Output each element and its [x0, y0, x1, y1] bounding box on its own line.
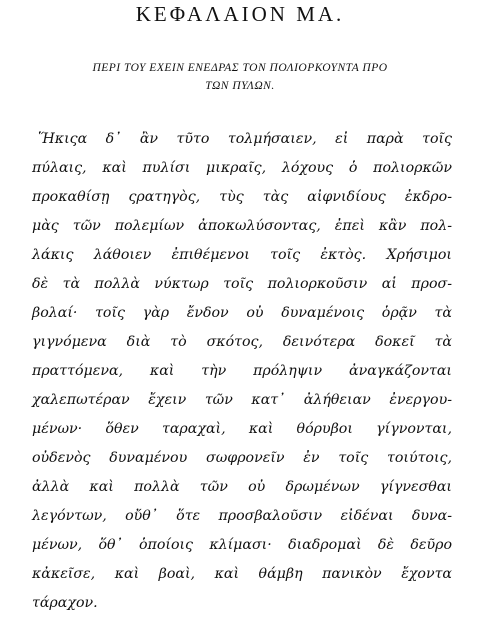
- text-line: πύλαις, καὶ πυλίσι μικραῖς, λόχους ὁ πολιορκῶν: [32, 160, 452, 176]
- text-line: Ἥκιςα δ᾽ ἂν τῦτο τολμήσαιεν, εἰ παρὰ τοῖς: [38, 131, 452, 147]
- text-line: μένων, ὅθ᾽ ὁποίοις κλίμασι· διαδρομαὶ δὲ δεῦρο: [32, 537, 452, 553]
- chapter-subtitle-line-2: ΤΩΝ ΠΥΛΩΝ.: [205, 80, 275, 92]
- chapter-subtitle-line-1: ΠΕΡΙ ΤΟΥ ΕΧΕΙΝ ΕΝΕΔΡΑΣ ΤΟΝ ΠΟΛΙΟΡΚΟΥΝΤΑ ΠΡΟ: [92, 62, 388, 74]
- chapter-title: ΚΕΦΑΛΑΙΟΝ ΜΑ.: [135, 2, 345, 26]
- text-line: τάραχον.: [32, 595, 98, 611]
- text-line: βολαί· τοῖς γὰρ ἔνδον οὐ δυναμένοις ὁρᾷν τὰ: [32, 305, 452, 321]
- text-line: κἀκεῖσε, καὶ βοαὶ, καὶ θάμβη πανικὸν ἔχοντα: [32, 566, 452, 582]
- text-line: προκαθίσῃ ςρατηγὸς, τὺς τὰς αἰφνιδίους ἐκδρο-: [32, 189, 452, 205]
- text-line: ἀλλὰ καὶ πολλὰ τῶν οὐ δρωμένων γίγνεσθαι: [32, 479, 452, 495]
- text-line: λάκις λάθοιεν ἐπιθέμενοι τοῖς ἐκτὸς. Χρήσιμοι: [32, 247, 452, 263]
- text-line: γιγνόμενα διὰ τὸ σκότος, δεινότερα δοκεῖ τὰ: [32, 334, 452, 350]
- text-line: μένων· ὅθεν ταραχαὶ, καὶ θόρυβοι γίγνονται,: [32, 421, 452, 437]
- text-line: λεγόντων, οὔθ᾽ ὅτε προσβαλοῦσιν εἰδέναι δυνα-: [32, 508, 452, 524]
- text-line: χαλεπωτέραν ἔχειν τῶν κατ᾽ ἀλήθειαν ἐνεργου-: [32, 392, 452, 408]
- text-line: οὐδενὸς δυναμένου σωφρονεῖν ἐν τοῖς τοιύτοις,: [32, 450, 452, 466]
- text-line: μὰς τῶν πολεμίων ἀποκωλύσοντας, ἐπεὶ κἂν πολ-: [32, 218, 452, 234]
- text-line: δὲ τὰ πολλὰ νύκτωρ τοῖς πολιορκοῦσιν αἱ προσ-: [32, 276, 452, 292]
- text-line: πραττόμενα, καὶ τὴν πρόληψιν ἀναγκάζονται: [32, 363, 452, 379]
